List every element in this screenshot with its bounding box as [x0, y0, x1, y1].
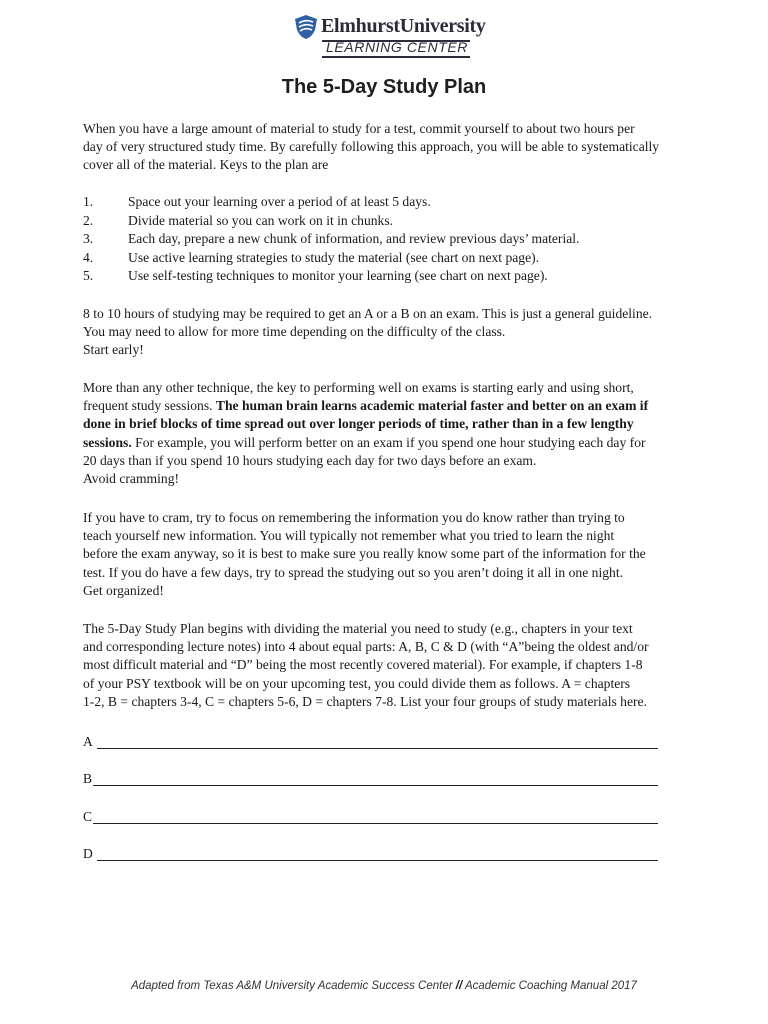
- text-line: 1-2, B = chapters 3-4, C = chapters 5-6, D = chapters 7-8. List your four groups of study materials here.: [83, 693, 647, 709]
- list-item: [83, 212, 683, 231]
- blank-line[interactable]: [93, 822, 658, 824]
- logo-rule-bottom: [322, 56, 470, 58]
- text-line: teach yourself new information. You will typically not remember what you tried to learn the night: [83, 528, 615, 544]
- cram-paragraph: [83, 509, 715, 600]
- text-segment: For example, you will perform better on an exam if you spend one hour studying each day for: [131, 434, 646, 450]
- university-logo: [294, 12, 484, 60]
- text-line: [83, 415, 715, 433]
- text-line: More than any other technique, the key to performing well on exams is starting early and using short,: [83, 380, 634, 395]
- list-text: Use active learning strategies to study the material (see chart on next page).: [128, 249, 540, 265]
- blank-row-b[interactable]: [83, 768, 658, 788]
- text-line: Get organized!: [83, 582, 164, 598]
- blank-line[interactable]: [97, 859, 658, 861]
- list-number: 3.: [83, 231, 94, 247]
- list-number: 5.: [83, 268, 94, 284]
- list-item: [83, 193, 683, 212]
- blank-row-d[interactable]: [83, 843, 658, 863]
- elmhurst-logo-icon: [294, 14, 318, 40]
- text-line: [83, 397, 715, 415]
- text-line: before the exam anyway, so it is best to make sure you really know some part of the information for the: [83, 546, 646, 562]
- emphasis-text: sessions.: [83, 434, 132, 450]
- list-number: 2.: [83, 212, 94, 228]
- text-line: [83, 434, 715, 452]
- text-line: most difficult material and “D” being the most recently covered material). For example, if chapters 1-8: [83, 657, 643, 673]
- text-line: test. If you do have a few days, try to spread the studying out so you aren’t doing it all in one night.: [83, 564, 623, 580]
- blank-label: D: [83, 846, 93, 861]
- learning-center-label: LEARNING CENTER: [325, 39, 469, 55]
- blank-label: C: [83, 809, 93, 824]
- blank-line[interactable]: [93, 784, 658, 786]
- text-line: Start early!: [83, 342, 144, 358]
- list-text: Each day, prepare a new chunk of information, and review previous days’ material.: [128, 231, 580, 247]
- emphasis-text: The human brain learns academic material faster and better on an exam if: [215, 398, 649, 414]
- blank-line[interactable]: [97, 747, 658, 749]
- emphasis-text: done in brief blocks of time spread out over longer periods of time, rather than in a few lengthy: [83, 416, 634, 432]
- plan-paragraph: [83, 620, 715, 711]
- intro-paragraph: [83, 120, 715, 175]
- blank-label: A: [83, 734, 93, 749]
- list-item: [83, 230, 683, 249]
- start-early-paragraph: [83, 379, 715, 488]
- keys-list: [83, 193, 683, 286]
- text-line: When you have a large amount of material to study for a test, commit yourself to about two hours per: [83, 121, 635, 136]
- footer-separator: //: [455, 980, 463, 992]
- list-number: 1.: [83, 194, 94, 209]
- footer-manual: Academic Coaching Manual 2017: [464, 980, 637, 992]
- list-text: Divide material so you can work on it in chunks.: [128, 212, 394, 228]
- text-line: The 5-Day Study Plan begins with dividing the material you need to study (e.g., chapters in your text: [83, 621, 633, 636]
- list-item: [83, 249, 683, 268]
- page-footer: [0, 980, 768, 992]
- blank-row-a[interactable]: [83, 731, 658, 751]
- university-name: ElmhurstUniversity: [321, 15, 486, 37]
- text-line: 20 days than if you spend 10 hours studying each day for two days before an exam.: [83, 452, 537, 468]
- text-line: of your PSY textbook will be on your upcoming test, you could divide them as follows. A = chapters: [83, 675, 631, 691]
- page-title: The 5-Day Study Plan: [281, 76, 487, 98]
- blank-row-c[interactable]: [83, 806, 658, 826]
- text-line: You may need to allow for more time depending on the difficulty of the class.: [83, 324, 506, 340]
- text-line: Avoid cramming!: [83, 471, 180, 487]
- text-line: 8 to 10 hours of studying may be required to get an A or a B on an exam. This is just a general guideline.: [83, 306, 653, 321]
- footer-source: Adapted from Texas A&M University Academic Success Center: [131, 980, 453, 992]
- text-line: day of very structured study time. By carefully following this approach, you will be able to systematically: [83, 139, 660, 155]
- list-text: Space out your learning over a period of at least 5 days.: [128, 194, 431, 209]
- hours-paragraph: [83, 305, 715, 360]
- list-text: Use self-testing techniques to monitor your learning (see chart on next page).: [128, 268, 548, 284]
- list-item: [83, 267, 683, 286]
- text-line: cover all of the material. Keys to the plan are: [83, 157, 329, 173]
- text-line: and corresponding lecture notes) into 4 about equal parts: A, B, C & D (with “A”being the oldest and/or: [83, 639, 649, 655]
- list-number: 4.: [83, 249, 94, 265]
- blank-label: B: [83, 771, 93, 786]
- text-line: If you have to cram, try to focus on remembering the information you do know rather than trying to: [83, 510, 625, 525]
- text-segment: frequent study sessions.: [83, 398, 216, 414]
